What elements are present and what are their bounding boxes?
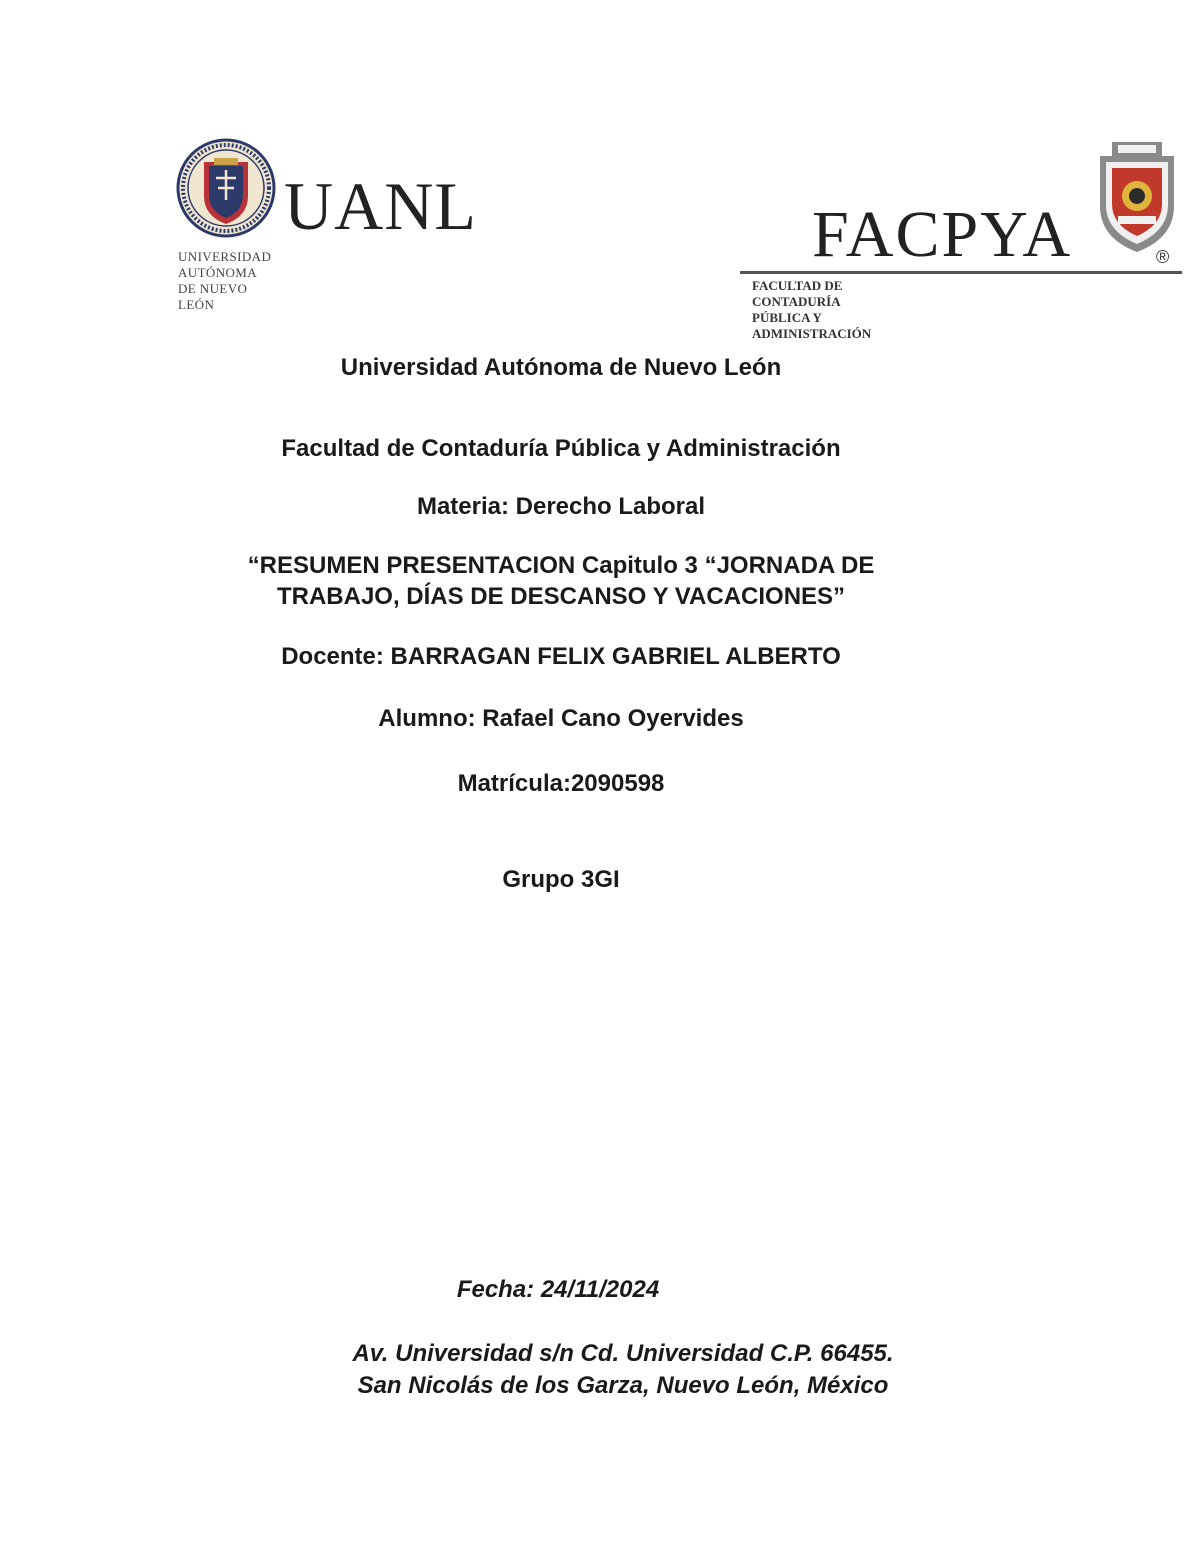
uanl-subtitle: UNIVERSIDAD AUTÓNOMA DE NUEVO LEÓN: [178, 249, 272, 312]
registered-mark: ®: [1156, 247, 1170, 267]
uanl-wordmark: UANL: [284, 168, 477, 244]
facpya-subtitle: FACULTAD DE CONTADURÍA PÚBLICA Y ADMINISTRACIÓN: [752, 278, 872, 341]
id-number: Matrícula:2090598: [457, 770, 665, 797]
university-name: Universidad Autónoma de Nuevo León: [340, 354, 782, 381]
student: Alumno: Rafael Cano Oyervides: [378, 705, 744, 732]
title-line-1: “RESUMEN PRESENTACION Capitulo 3 “JORNADA DE: [247, 552, 875, 579]
group: Grupo 3GI: [502, 866, 620, 893]
uanl-seal-icon: [176, 138, 276, 238]
address-line-2: San Nicolás de los Garza, Nuevo León, México: [357, 1372, 889, 1399]
address-line-1: Av. Universidad s/n Cd. Universidad C.P. 66455.: [352, 1340, 894, 1367]
faculty-name: Facultad de Contaduría Pública y Administración: [281, 435, 841, 462]
facpya-shield-icon: [1092, 138, 1182, 254]
date: Fecha: 24/11/2024: [456, 1276, 660, 1303]
subject: Materia: Derecho Laboral: [416, 493, 706, 520]
facpya-wordmark: FACPYA: [812, 198, 1073, 271]
title-line-2: TRABAJO, DÍAS DE DESCANSO Y VACACIONES”: [276, 583, 846, 610]
facpya-divider: [740, 271, 1182, 274]
teacher: Docente: BARRAGAN FELIX GABRIEL ALBERTO: [281, 643, 841, 670]
